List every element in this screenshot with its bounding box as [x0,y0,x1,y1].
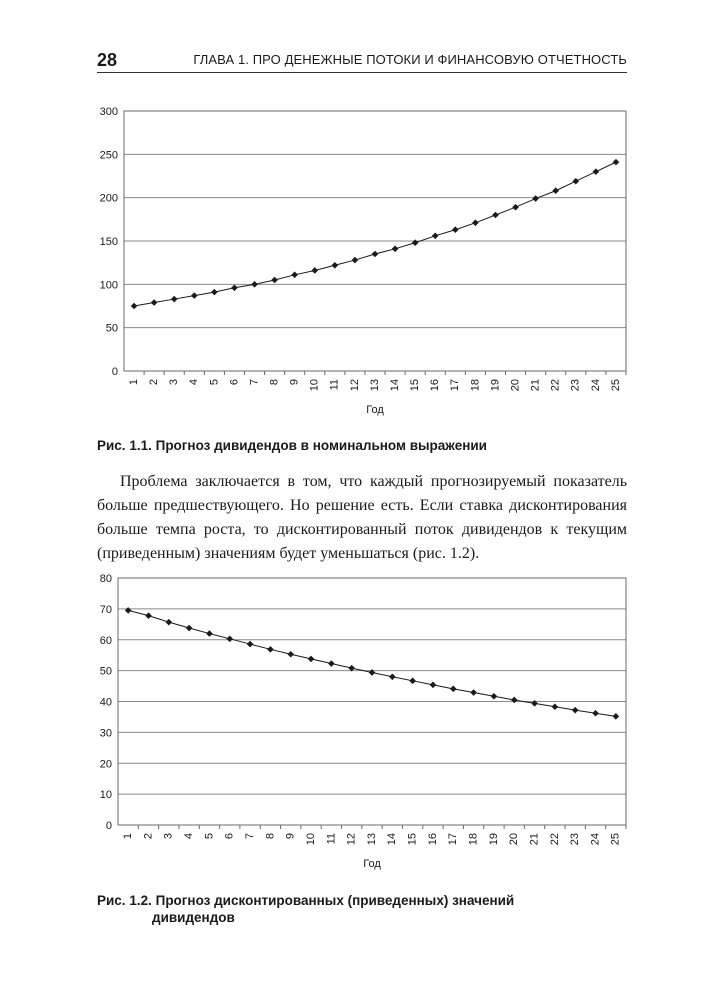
chart2-data-point [125,607,132,614]
chart2-data-point [450,686,457,693]
chart1-x-tick-label: 3 [168,379,181,386]
chart1-x-axis-label: Год [366,404,384,416]
chart1-x-tick-label: 8 [268,379,281,386]
chart1-x-tick-label: 11 [328,379,341,391]
chart2-y-tick-label: 10 [99,789,112,802]
chart1-y-tick-label: 200 [99,192,118,205]
chart2-data-point [409,678,416,685]
chart2-x-tick-label: 18 [467,833,480,846]
chart1-data-point [211,289,218,296]
figure-2-number: Рис. 1.2. [97,893,152,908]
chart1-data-point [372,251,379,258]
chart1-x-tick-label: 10 [308,379,321,392]
chart1-data-point [412,239,419,246]
chart2-x-tick-label: 25 [609,833,622,846]
chart2-data-point [186,625,193,632]
chart1-x-tick-label: 1 [127,379,140,386]
chart1-data-point [392,246,399,253]
chart1-data-point [131,303,138,310]
chart2-x-tick-label: 11 [325,833,338,845]
chart2-data-point [572,707,579,714]
chart2-data-point [470,689,477,696]
chart2-x-tick-label: 10 [304,833,317,846]
figure-1-title: Прогноз дивидендов в номинальном выражении [155,438,487,453]
chart2-y-tick-label: 20 [99,758,112,771]
chart1-x-tick-label: 23 [569,379,582,392]
chart1-data-point [573,178,580,185]
chart1-data-point [512,204,519,211]
chart1-x-tick-label: 9 [288,379,301,386]
chart1-data-point [352,257,359,264]
page-number: 28 [97,50,118,70]
chart2-data-point [592,710,599,717]
chart1-data-point [593,168,600,175]
chart1-y-tick-label: 100 [99,279,118,292]
chart1-data-point [492,212,499,219]
chart2-data-point [613,713,620,720]
chart2-x-tick-label: 19 [487,833,500,846]
chart2-data-point [247,641,254,648]
chart1-data-point [332,262,339,269]
chart2-x-tick-label: 22 [548,833,561,846]
chart2-x-tick-label: 20 [508,833,521,846]
chart1-data-point [151,299,158,306]
chart2-data-point [308,656,315,663]
chart2-y-tick-label: 80 [99,573,112,585]
chart1-y-tick-label: 300 [99,106,118,118]
chart1-x-tick-label: 15 [409,379,422,392]
chart1-data-point [231,285,238,292]
chart2-data-point [511,697,518,704]
chart2-y-tick-label: 70 [99,603,112,616]
body-paragraph: Проблема заключается в том, что каждый прогнозируемый показатель больше предшествующего. Но решение есть. Если ставка дисконтирования больше темпа роста, то дисконтированный поток дивидендов к текущим (приведенным) значениям будет уменьшаться (рис. 1.2). [97,473,627,562]
chart2-x-tick-label: 4 [183,833,196,840]
chart1-x-tick-label: 17 [449,379,462,392]
chart2-x-tick-label: 24 [589,833,602,846]
chart2-series-line [128,610,616,716]
chart2-data-point [267,646,274,653]
chart1-x-tick-label: 25 [609,379,622,392]
figure-2-caption [97,892,514,926]
figure-1-number: Рис. 1.1. [97,438,152,453]
dividends-discounted-chart [80,568,640,880]
chart2-x-tick-label: 7 [243,833,256,840]
chart1-y-tick-label: 150 [99,236,118,248]
chart2-y-tick-label: 60 [99,634,112,647]
chart2-data-point [552,703,559,710]
chart1-x-tick-label: 20 [509,379,522,392]
chart1-x-tick-label: 16 [429,379,442,392]
chart2-x-tick-label: 1 [122,833,135,840]
chart1-data-point [472,220,479,227]
chart2-x-tick-label: 16 [426,833,439,846]
chart2-x-tick-label: 3 [162,833,175,840]
chart2-data-point [206,630,213,637]
chart1-data-point [452,226,459,233]
chart2-x-tick-label: 8 [264,833,277,840]
chart2-data-point [166,619,173,626]
chart2-data-point [145,612,152,619]
chart1-y-tick-label: 0 [111,366,118,378]
running-title: ГЛАВА 1. ПРО ДЕНЕЖНЫЕ ПОТОКИ И ФИНАНСОВУЮ ОТЧЕТНОСТЬ [193,52,627,67]
chart1-y-tick-label: 250 [99,149,118,162]
chart1-data-point [613,159,620,166]
chart1-x-tick-label: 5 [208,379,221,386]
chart1-x-tick-label: 13 [368,379,381,392]
chart1-data-point [251,281,258,288]
chart1-x-tick-label: 14 [388,379,401,392]
chart2-x-tick-label: 23 [569,833,582,846]
chart1-x-tick-label: 22 [549,379,562,392]
chart1-data-point [432,233,439,240]
chart1-x-tick-label: 12 [348,379,361,392]
chart1-x-tick-label: 21 [529,379,542,392]
chart1-x-tick-label: 4 [188,379,201,386]
chart2-x-tick-label: 9 [284,833,297,840]
chart1-data-point [171,296,178,303]
chart2-x-tick-label: 12 [345,833,358,846]
chart1-x-tick-label: 19 [489,379,502,392]
chart2-data-point [430,682,437,689]
chart2-x-tick-label: 15 [406,833,419,846]
chart1-data-point [191,292,198,299]
chart2-x-tick-label: 14 [386,833,399,846]
chart2-x-tick-label: 5 [203,833,216,840]
chart2-x-tick-label: 2 [142,833,155,840]
chart1-data-point [311,267,318,274]
chart1-data-point [552,187,559,194]
chart1-x-tick-label: 24 [589,379,602,392]
chart2-data-point [491,693,498,700]
chart2-data-point [226,636,233,643]
chart1-data-point [291,272,298,279]
chart1-x-tick-label: 7 [248,379,261,386]
chart2-x-tick-label: 13 [365,833,378,846]
dividends-nominal-chart [80,100,640,425]
chart2-y-tick-label: 0 [105,820,112,832]
chart2-data-point [287,651,294,658]
chart1-data-point [532,195,539,202]
chart2-x-axis-label: Год [363,858,381,870]
chart2-data-point [389,674,396,681]
chart1-x-tick-label: 6 [228,379,241,386]
figure-2-title-line1: Прогноз дисконтированных (приведенных) значений [155,893,515,908]
chart2-y-tick-label: 50 [99,665,112,678]
chart2-y-tick-label: 40 [99,696,112,709]
chart2-data-point [328,660,335,667]
figure-2-title-line2: дивидендов [152,910,235,925]
chart2-y-tick-label: 30 [99,727,112,740]
figure-1-caption [97,437,487,454]
chart2-x-tick-label: 17 [447,833,460,846]
chart2-x-tick-label: 21 [528,833,541,846]
header-rule [97,72,627,73]
chart1-x-tick-label: 2 [148,379,161,386]
chart2-x-tick-label: 6 [223,833,236,840]
chart1-y-tick-label: 50 [105,322,118,335]
chart1-x-tick-label: 18 [469,379,482,392]
chart1-data-point [271,277,278,284]
